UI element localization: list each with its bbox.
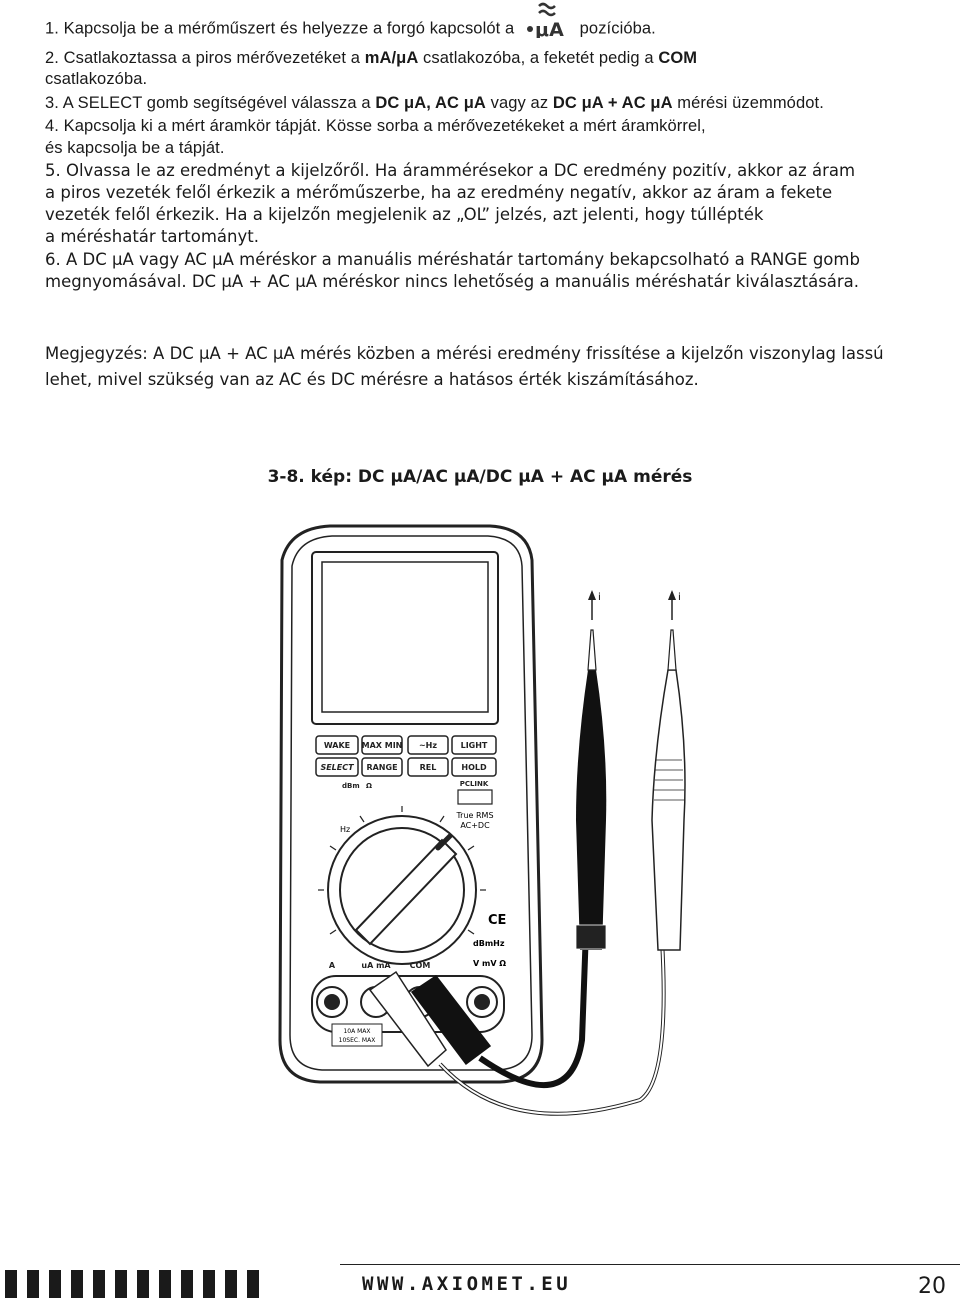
dial-hz-label: Hz	[340, 825, 351, 834]
range-label: RANGE	[366, 763, 398, 772]
step-2	[45, 47, 697, 69]
step-5-text-d: a méréshatár tartományt.	[45, 227, 259, 246]
tilde-micro-amp-icon	[525, 0, 569, 44]
white-probe-handle	[652, 670, 685, 950]
hold-label: HOLD	[461, 763, 487, 772]
white-probe-arrow-label: i	[678, 592, 681, 603]
jack-ua-label: uA mA	[361, 961, 391, 970]
step-4	[45, 115, 706, 137]
step-3-bold-modes: DC μA, AC μA	[375, 94, 486, 112]
step-6-text-a: 6. A DC μA vagy AC μA méréskor a manuális méréshatár tartomány bekapcsolható a RANGE gomb	[45, 250, 860, 269]
note-line-1	[45, 341, 884, 367]
multimeter-figure	[270, 520, 710, 1124]
note-text-1: Megjegyzés: A DC μA + AC μA mérés közben a mérési eredmény frissítése a kijelzőn viszonylag lassú	[45, 344, 884, 363]
step-5-cont-1	[45, 182, 832, 204]
multimeter-drawing	[270, 520, 710, 1120]
note-text-2: lehet, mivel szükség van az AC és DC mérésre a hatásos érték kiszámításához.	[45, 370, 699, 389]
vmv-label: V mV Ω	[473, 959, 507, 968]
light-label: LIGHT	[460, 741, 488, 750]
acdc-label: AC+DC	[460, 821, 490, 830]
pclink-label: PCLINK	[459, 780, 489, 788]
step-1-suffix: pozícióba.	[579, 19, 656, 38]
step-3-text-e: mérési üzemmódot.	[672, 94, 824, 112]
step-6-text-b: megnyomásával. DC μA + AC μA méréskor nincs lehetőség a manuális méréshatár kiválasztására.	[45, 272, 860, 291]
step-5-cont-3	[45, 226, 259, 248]
step-5	[45, 160, 855, 182]
black-probe-guard	[576, 925, 606, 949]
select-label: SELECT	[320, 763, 354, 772]
step-3	[45, 92, 824, 114]
step-5-text-c: vezeték felől érkezik. Ha a kijelzőn megjelenik az „OL” jelzés, azt jelenti, hogy túllépték	[45, 205, 764, 224]
rel-label: REL	[419, 763, 437, 772]
maxmin-label: MAX MIN	[361, 741, 403, 750]
step-3-text-c: vagy az	[485, 94, 553, 112]
step-5-text-b: a piros vezeték felől érkezik a mérőműszerbe, ha az eredmény negatív, akkor az áram a fekete	[45, 183, 833, 202]
step-2-text-e: csatlakozóba.	[45, 70, 148, 88]
ce-mark: CE	[488, 913, 507, 928]
icon-text: μA	[534, 19, 564, 38]
fuse-text-1: 10A MAX	[343, 1028, 371, 1035]
true-rms-label: True RMS	[456, 811, 494, 820]
black-probe-tip	[588, 630, 596, 670]
page-number: 20	[918, 1274, 946, 1299]
jack-a-label: A	[328, 961, 336, 970]
step-5-text-a: 5. Olvassa le az eredményt a kijelzőről. Ha árammérésekor a DC eredmény pozitív, akkor az áram	[45, 161, 856, 180]
footer-rule	[340, 1264, 960, 1265]
fuse-text-2: 10SEC. MAX	[338, 1037, 376, 1044]
step-3-text-a: 3. A SELECT gomb segítségével válassza a	[45, 94, 376, 112]
step-6-cont	[45, 271, 859, 293]
step-2-bold-jack: mA/μA	[364, 49, 419, 67]
step-2-cont	[45, 68, 147, 90]
step-4-text-b: és kapcsolja be a tápját.	[45, 139, 225, 157]
step-2-bold-com: COM	[658, 49, 698, 67]
step-6	[45, 249, 860, 271]
step-2-text-a: 2. Csatlakoztassa a piros mérővezetéket a	[45, 49, 365, 67]
ohm-label: Ω	[366, 782, 372, 790]
figure-caption: 3-8. kép: DC μA/AC μA/DC μA + AC μA mérés	[267, 467, 693, 487]
step-4-text-a: 4. Kapcsolja ki a mért áramkör tápját. Kösse sorba a mérővezetékeket a mért áramkörrel,	[45, 117, 706, 135]
step-3-bold-combo: DC μA + AC μA	[552, 94, 673, 112]
white-probe-tip	[668, 630, 676, 670]
step-1-text: 1. Kapcsolja be a mérőműszert és helyezze a forgó kapcsolót a	[45, 19, 515, 38]
note-line-2	[45, 367, 699, 393]
page-footer	[0, 1262, 960, 1302]
dbmhz-label: dBmHz	[473, 939, 505, 948]
step-1	[45, 14, 656, 44]
hz-label: ~Hz	[418, 741, 438, 750]
wake-label: WAKE	[323, 741, 351, 750]
jack-com-label: COM	[409, 961, 431, 970]
display-screen	[322, 562, 488, 712]
step-4-cont	[45, 137, 225, 159]
black-probe-handle	[576, 670, 606, 950]
step-5-cont-2	[45, 204, 763, 226]
ir-port	[458, 790, 492, 804]
footer-url: WWW.AXIOMET.EU	[362, 1273, 572, 1295]
step-2-text-c: csatlakozóba, a feketét pedig a	[418, 49, 659, 67]
footer-bars-decoration	[5, 1270, 269, 1298]
black-probe-arrow-label: i	[598, 592, 601, 603]
dbm-label: dBm	[342, 782, 360, 790]
